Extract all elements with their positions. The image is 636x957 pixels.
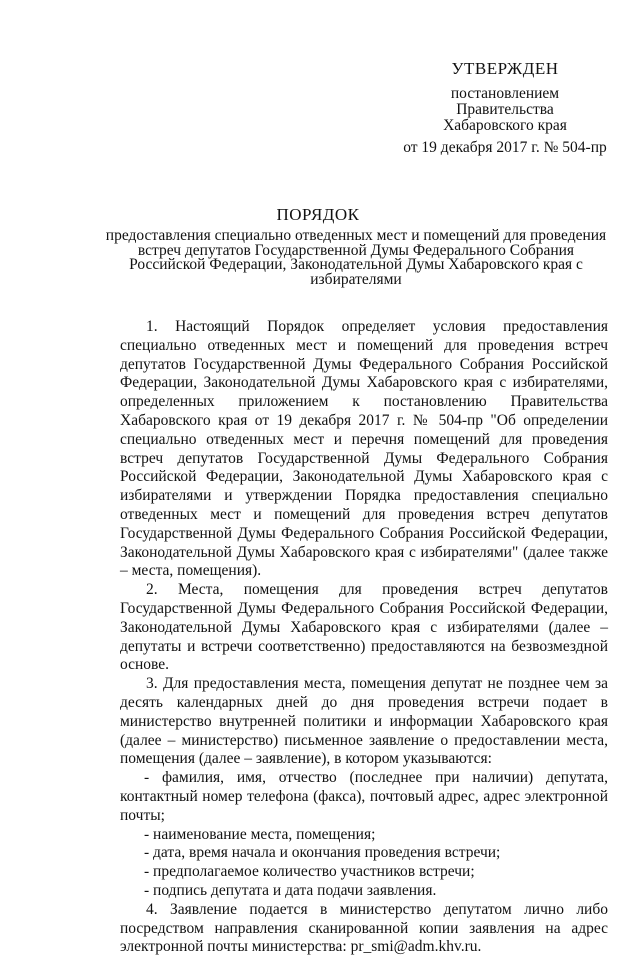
list-item: - предполагаемое количество участников встречи; [144, 863, 475, 881]
approval-heading: УТВЕРЖДЕН [451, 59, 559, 78]
document-body [120, 318, 608, 957]
approval-line-resolution: постановлением [450, 85, 560, 102]
paragraph-1: 1. Настоящий Порядок определяет условия предоставления специально отведенных мест и помещений для проведения встреч депутатов Государственной Думы Федерального Собрания Российской Федерации, Законодательной Думы Хабаровского края с избирателями, определенных приложением к постановлению Правительства Хабаровского края от 19 декабря 2017 г. № 504-пр "Об определении специально отведенных мест и перечня помещений для проведения встреч депутатов Государственной Думы Федерального Собрания Российской Федерации, Законодательной Думы Хабаровского края с избирателями и утверждении Порядка предоставления специально отведенных мест и помещений для проведения встреч депутатов Государственной Думы Федерального Собрания Российской Федерации, Законодательной Думы Хабаровского края с избирателями" (далее также – места, помещения). [120, 318, 608, 580]
list-item: - фамилия, имя, отчество (последнее при наличии) депутата, контактный номер телефона (факса), почтовый адрес, адрес электронной почты; [120, 769, 608, 824]
paragraph-3: 3. Для предоставления места, помещения депутат не позднее чем за десять календарных дней до дня проведения встречи подает в министерство внутренней политики и информации Хабаровского края (далее – министерство) письменное заявление о предоставлении места, помещения (далее – заявление), в котором указываются: [120, 675, 608, 768]
document-title: ПОРЯДОК [276, 205, 360, 224]
paragraph-4: 4. Заявление подается в министерство депутатом лично либо посредством направления сканированной копии заявления на адрес электронной почты министерства: pr_smi@adm.khv.ru. [120, 900, 608, 956]
approval-date: от 19 декабря 2017 г. № 504-пр [403, 139, 607, 156]
list-item: - дата, время начала и окончания проведения встречи; [144, 844, 501, 862]
list-item: - наименование места, помещения; [144, 825, 376, 843]
approval-line-region: Хабаровского края [443, 117, 567, 134]
approval-block [390, 60, 620, 156]
document-subtitle: предоставления специально отведенных мест и помещений для проведения встреч депутатов Государственной Думы Федерального Собрания Российской Федерации, Законодательной Думы Хабаровского края с избирателями [105, 227, 607, 288]
paragraph-2: 2. Места, помещения для проведения встреч депутатов Государственной Думы Федерального Собрания Российской Федерации, Законодательной Думы Хабаровского края с избирателями (далее – депутаты и встречи соответственно) предоставляются на безвозмездной основе. [120, 581, 608, 674]
list-item: - подпись депутата и дата подачи заявления. [144, 881, 437, 899]
approval-line-government: Правительства [456, 101, 554, 118]
